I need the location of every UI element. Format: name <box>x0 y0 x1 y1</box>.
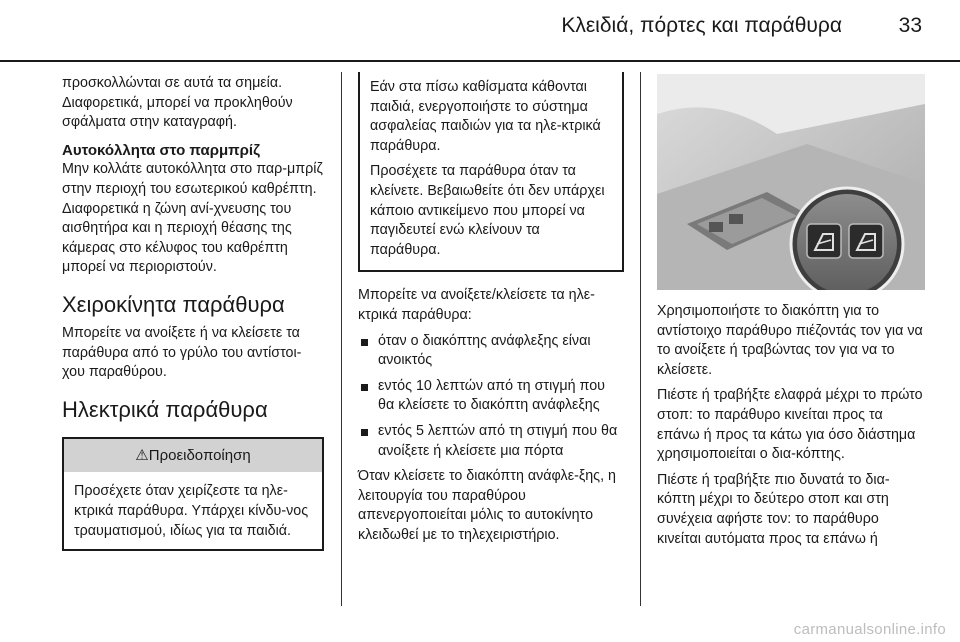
warning-text: Προσέχετε όταν χειρίζεστε τα ηλε‐κτρικά παράθυρα. Υπάρχει κίνδυ‐νος τραυματισμού, ιδίως για τα παιδιά. <box>74 483 309 539</box>
page-title: Κλειδιά, πόρτες και παράθυρα <box>561 14 842 37</box>
intro-paragraph: προσκολλώνται σε αυτά τα σημεία. Διαφορετικά, μπορεί να προκληθούν σφάλματα στην καταγραφή. <box>62 75 293 131</box>
stickers-heading: Αυτοκόλλητα στο παρμπρίζ <box>62 141 260 159</box>
column-2 <box>358 74 624 551</box>
column-1 <box>62 74 324 551</box>
warning-icon: ⚠ <box>135 446 149 464</box>
first-stop-paragraph: Πιέστε ή τραβήξτε ελαφρά μέχρι το πρώτο στοπ: το παράθυρο κινείται προς τα επάνω ή προς τα κάτω για όσο διάστημα χρησιμοποιείται ο δια‐κόπτης. <box>657 387 923 463</box>
warning-box-continued <box>358 72 624 272</box>
warning-header <box>64 437 322 473</box>
watermark: carmanualsonline.info <box>793 621 946 638</box>
list-item: όταν ο διακόπτης ανάφλεξης είναι ανοικτός <box>358 332 624 371</box>
window-switch-illustration <box>657 74 925 290</box>
column-divider-1 <box>341 72 342 606</box>
header-divider <box>0 60 960 62</box>
list-item: εντός 5 λεπτών από τη στιγμή που θα ανοίξετε ή κλείσετε μια πόρτα <box>358 422 624 461</box>
manual-windows-heading: Χειροκίνητα παράθυρα <box>62 291 285 317</box>
column-divider-2 <box>640 72 641 606</box>
warning-title: Προειδοποίηση <box>148 446 251 464</box>
list-item: εντός 10 λεπτών από τη στιγμή που θα κλείσετε το διακόπτη ανάφλεξης <box>358 377 624 416</box>
manual-windows-paragraph: Μπορείτε να ανοίξετε ή να κλείσετε τα παράθυρα από το γρύλο του αντίστοι‐χου παραθύρου. <box>62 324 302 381</box>
power-windows-heading: Ηλεκτρικά παράθυρα <box>62 396 268 422</box>
closing-caution-paragraph: Προσέχετε τα παράθυρα όταν τα κλείνετε. Βεβαιωθείτε ότι δεν υπάρχει κάποιο αντικείμενο που μπορεί να παγιδευτεί ενώ κλείνουν τα παράθυρα. <box>370 163 605 258</box>
window-switch-photo <box>657 74 925 290</box>
switch-usage-paragraph: Χρησιμοποιήστε το διακόπτη για το αντίστοιχο παράθυρο πιέζοντάς τον για να το ανοίξετε ή τραβώντας τον για να το κλείσετε. <box>657 303 923 378</box>
page-number: 33 <box>898 14 922 37</box>
deactivation-paragraph: Όταν κλείσετε το διακόπτη ανάφλε‐ξης, η λειτουργία του παραθύρου απενεργοποιείται μόλις το αυτοκίνητο κλειδωθεί με το τηλεχειριστήριο. <box>358 468 616 543</box>
child-safety-paragraph: Εάν στα πίσω καθίσματα κάθονται παιδιά, ενεργοποιήστε το σύστημα ασφαλείας παιδιών για τα ηλε‐κτρικά παράθυρα. <box>370 79 601 154</box>
operate-intro: Μπορείτε να ανοίξετε/κλείσετε τα ηλε‐κτρικά παράθυρα: <box>358 287 595 323</box>
warning-box <box>62 437 324 551</box>
stickers-paragraph: Μην κολλάτε αυτοκόλλητα στο παρ‐μπρίζ στην περιοχή του εσωτερικού καθρέπτη. Διαφορετικά η ζώνη ανί‐χνευσης του αισθητήρα και η περιοχή θέασης της κάμερας στο κέλυφος του καθρέπτη μπορεί να περιοριστούν. <box>62 161 323 276</box>
column-3 <box>657 74 925 555</box>
operate-conditions-list <box>358 332 624 462</box>
second-stop-paragraph: Πιέστε ή τραβήξτε πιο δυνατά το δια‐κόπτη μέχρι το δεύτερο στοπ και στη συνέχεια αφήστε τον: το παράθυρο κινείται αυτόματα προς τα επάνω ή <box>657 471 890 547</box>
